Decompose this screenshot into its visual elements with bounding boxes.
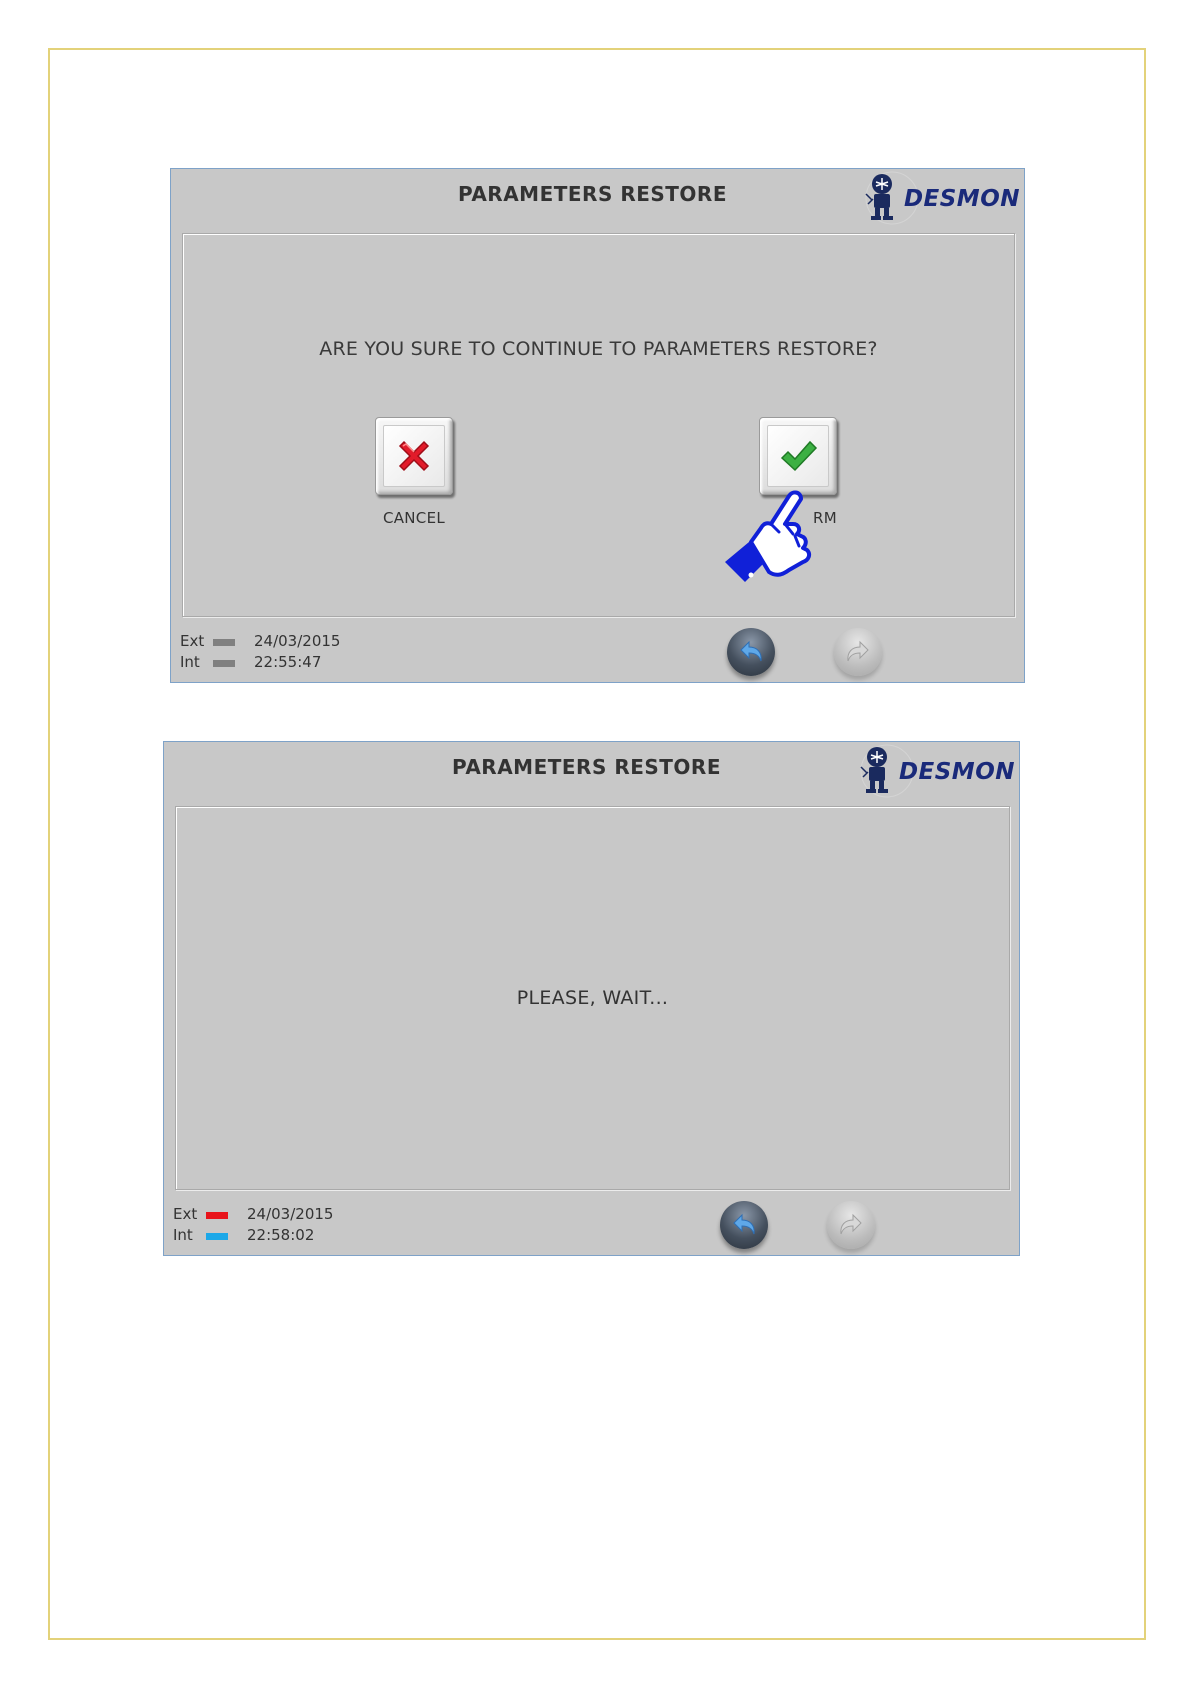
back-arrow-icon: [735, 636, 767, 668]
int-indicator: [206, 1233, 228, 1240]
int-indicator: [213, 660, 235, 667]
desmon-logo: [852, 169, 1022, 227]
confirm-label: RM: [813, 509, 837, 527]
cancel-button-face[interactable]: [383, 425, 445, 487]
status-time: 22:55:47: [254, 653, 322, 671]
cancel-button[interactable]: [375, 417, 453, 495]
progress-panel: [175, 806, 1010, 1190]
cancel-label: CANCEL: [382, 509, 446, 527]
desmon-logo: [847, 742, 1017, 800]
green-check-icon: [776, 434, 820, 478]
ext-label: Ext: [180, 632, 205, 650]
ext-indicator: [206, 1212, 228, 1219]
restore-progress-screen: [163, 741, 1020, 1256]
dialog-panel: [182, 233, 1015, 617]
back-button[interactable]: [720, 1201, 768, 1249]
forward-button[interactable]: [827, 1201, 875, 1249]
screen-title: PARAMETERS RESTORE: [458, 182, 727, 206]
logo-text: DESMON: [903, 186, 1020, 212]
red-x-icon: [392, 434, 436, 478]
confirm-question: ARE YOU SURE TO CONTINUE TO PARAMETERS RESTORE?: [319, 338, 878, 360]
status-bar: [180, 632, 360, 674]
back-button[interactable]: [727, 628, 775, 676]
ext-label: Ext: [173, 1205, 198, 1223]
status-bar: [173, 1205, 353, 1247]
wait-message: PLEASE, WAIT...: [516, 987, 669, 1009]
int-label: Int: [180, 653, 200, 671]
confirm-restore-screen: [170, 168, 1025, 683]
confirm-button-face[interactable]: [767, 425, 829, 487]
back-arrow-icon: [728, 1209, 760, 1241]
status-date: 24/03/2015: [247, 1205, 334, 1223]
forward-arrow-icon: [835, 1209, 867, 1241]
pointing-hand-icon: [723, 484, 833, 594]
cancel-action[interactable]: [354, 417, 474, 527]
logo-text: DESMON: [898, 759, 1015, 785]
int-label: Int: [173, 1226, 193, 1244]
ext-indicator: [213, 639, 235, 646]
status-time: 22:58:02: [247, 1226, 315, 1244]
forward-button[interactable]: [834, 628, 882, 676]
screen-title: PARAMETERS RESTORE: [452, 755, 721, 779]
forward-arrow-icon: [842, 636, 874, 668]
status-date: 24/03/2015: [254, 632, 341, 650]
